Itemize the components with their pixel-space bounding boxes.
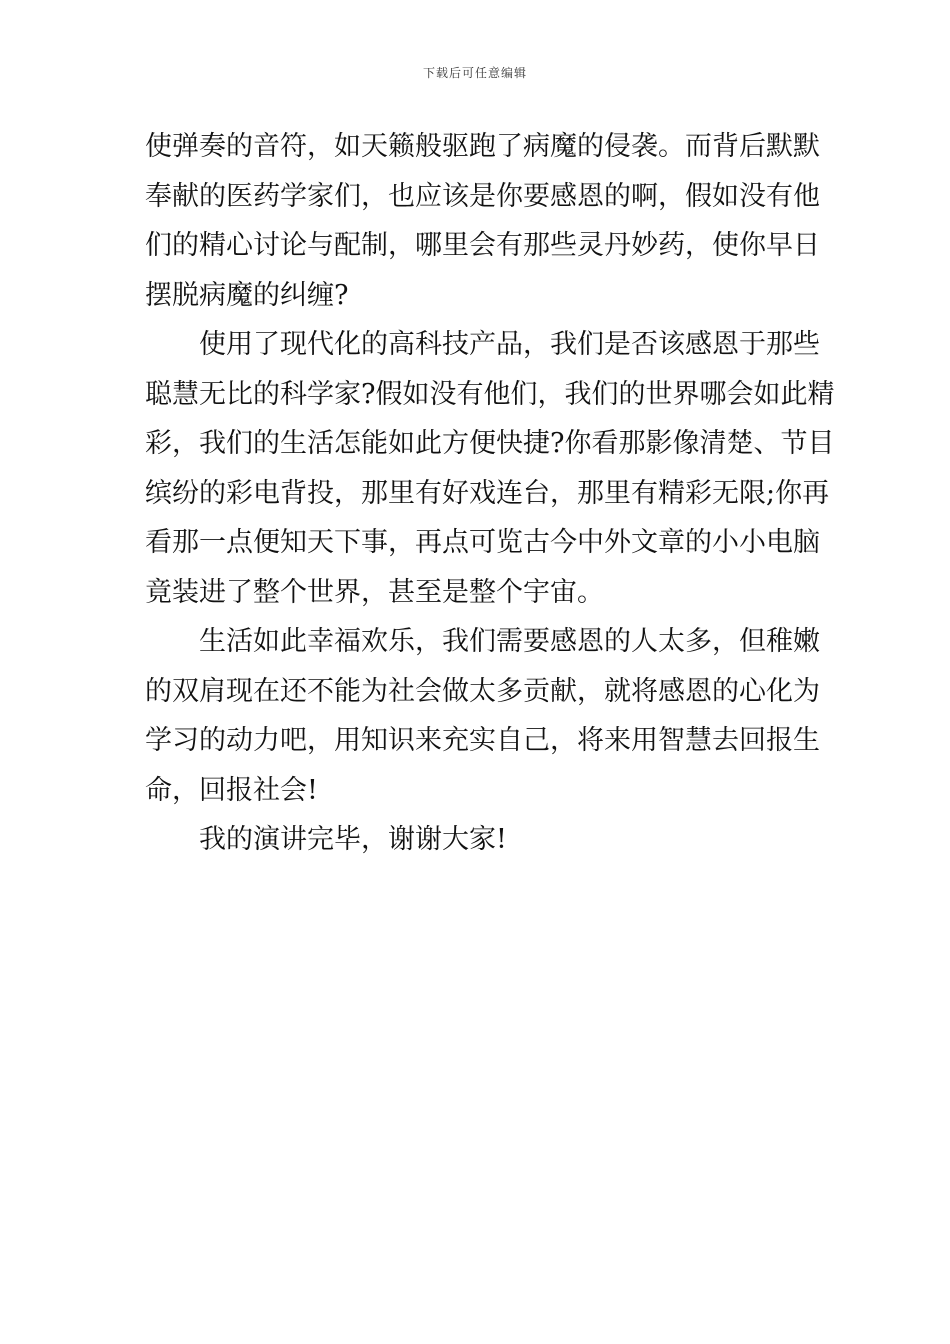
text-line: 们的精心讨论与配制，哪里会有那些灵丹妙药，使你早日	[145, 230, 820, 261]
text-line: 看那一点便知天下事，再点可览古今中外文章的小小电脑	[145, 527, 820, 558]
document-body	[145, 122, 835, 865]
text-line: 生活如此幸福欢乐，我们需要感恩的人太多，但稚嫩	[199, 626, 820, 657]
page-header: 下载后可任意编辑	[422, 66, 527, 80]
text-line: 使弹奏的音符，如天籁般驱跑了病魔的侵袭。而背后默默	[145, 131, 820, 162]
text-line: 我的演讲完毕，谢谢大家!	[199, 824, 507, 855]
text-line: 缤纷的彩电背投，那里有好戏连台，那里有精彩无限;你再	[145, 477, 830, 509]
paragraph-4	[145, 815, 809, 865]
text-line: 彩，我们的生活怎能如此方便快捷?你看那影像清楚、节目	[145, 428, 835, 459]
text-line: 竟装进了整个世界，甚至是整个宇宙。	[145, 576, 604, 608]
text-line: 命，回报社会!	[145, 774, 318, 806]
text-line: 的双肩现在还不能为社会做太多贡献，就将感恩的心化为	[145, 675, 820, 707]
text-line: 奉献的医药学家们，也应该是你要感恩的啊，假如没有他	[145, 180, 820, 212]
text-line: 摆脱病魔的纠缠?	[145, 279, 349, 311]
text-line: 学习的动力吧，用知识来充实自己，将来用智慧去回报生	[145, 725, 820, 756]
paragraph-1	[145, 122, 820, 320]
paragraph-2	[145, 320, 835, 617]
paragraph-3	[145, 617, 820, 815]
text-line: 使用了现代化的高科技产品，我们是否该感恩于那些	[199, 329, 820, 360]
text-line: 聪慧无比的科学家?假如没有他们，我们的世界哪会如此精	[145, 378, 835, 410]
